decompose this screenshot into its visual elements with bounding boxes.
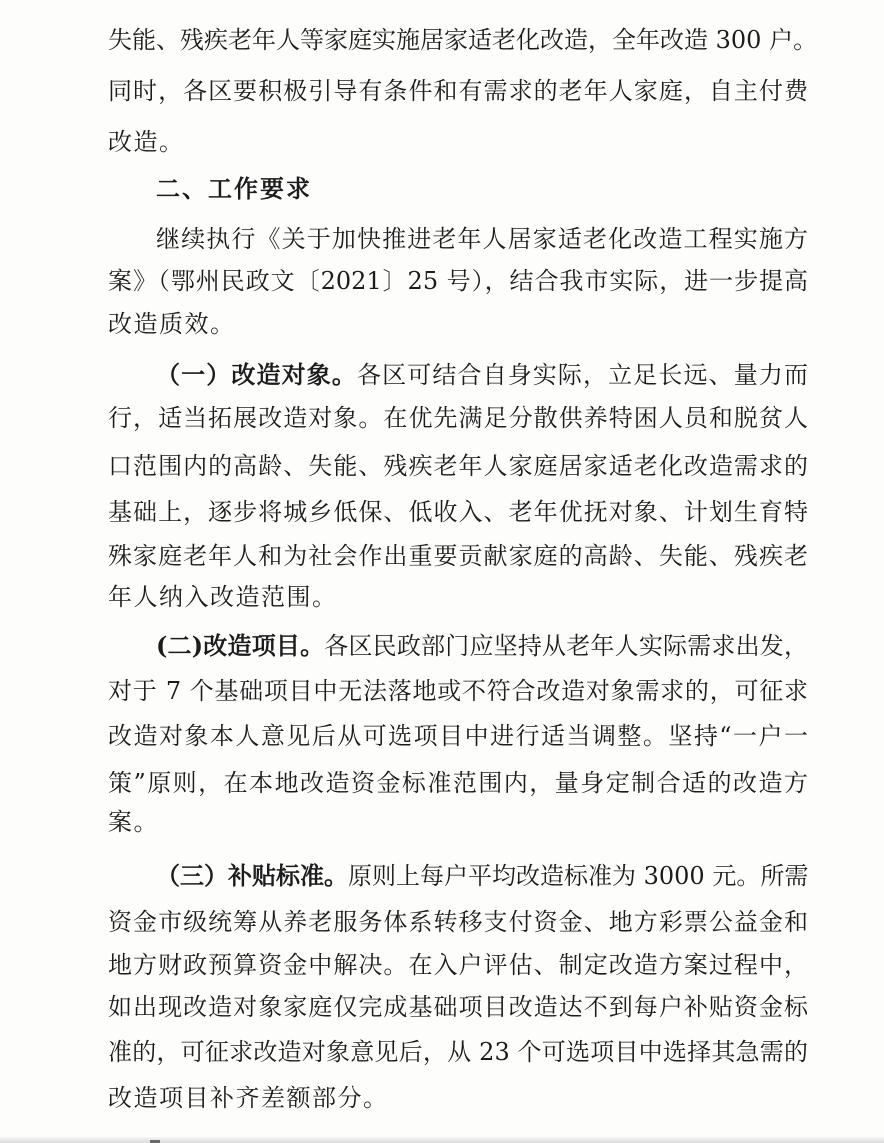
paragraph-line: 基础上，逐步将城乡低保、低收入、老年优抚对象、计划生育特 xyxy=(108,498,808,526)
item-title-1: （一）改造对象。 xyxy=(156,360,357,389)
paragraph-line: 案》（鄂州民政文〔2021〕25 号），结合我市实际，进一步提高 xyxy=(108,267,808,295)
paragraph-line: 年人纳入改造范围。 xyxy=(108,583,338,611)
page-bottom-edge xyxy=(0,1137,884,1143)
paragraph-line: 案。 xyxy=(108,808,159,836)
paragraph-line: 行，适当拓展改造对象。在优先满足分散供养特困人员和脱贫人 xyxy=(108,404,808,432)
item-text: 各区民政部门应坚持从老年人实际需求出发， xyxy=(324,632,808,660)
paragraph-line: 准的，可征求改造对象意见后，从 23 个可选项目中选择其急需的 xyxy=(108,1038,808,1066)
paragraph-line: 改造质效。 xyxy=(108,310,236,338)
section-heading: 二、工作要求 xyxy=(156,175,312,203)
paragraph-line: 口范围内的高龄、失能、残疾老年人家庭居家适老化改造需求的 xyxy=(108,452,808,480)
item-title-2: (二)改造项目。 xyxy=(156,631,325,660)
paragraph-line: 如出现改造对象家庭仅完成基础项目改造达不到每户补贴资金标 xyxy=(108,993,808,1021)
item-first-line xyxy=(156,358,808,392)
paragraph-line: 地方财政预算资金中解决。在入户评估、制定改造方案过程中， xyxy=(108,951,808,979)
paragraph-line: 对于 7 个基础项目中无法落地或不符合改造对象需求的，可征求 xyxy=(108,677,808,705)
item-text: 原则上每户平均改造标准为 3000 元。所需 xyxy=(348,862,809,890)
paragraph-line: 失能、残疾老年人等家庭实施居家适老化改造，全年改造 300 户。 xyxy=(108,26,818,54)
paragraph-line: 继续执行《关于加快推进老年人居家适老化改造工程实施方 xyxy=(156,225,808,253)
item-text: 各区可结合自身实际，立足长远、量力而 xyxy=(356,361,809,389)
paragraph-line: 资金市级统筹从养老服务体系转移支付资金、地方彩票公益金和 xyxy=(108,908,808,936)
item-title-3: （三）补贴标准。 xyxy=(156,861,348,890)
paragraph-line: 改造。 xyxy=(108,128,185,156)
paragraph-line: 改造项目补齐差额部分。 xyxy=(108,1084,389,1112)
paragraph-line: 改造对象本人意见后从可选项目中进行适当调整。坚持“一户一 xyxy=(108,722,808,750)
item-first-line xyxy=(156,629,808,663)
paragraph-line: 同时，各区要积极引导有条件和有需求的老年人家庭，自主付费 xyxy=(108,77,808,105)
item-first-line xyxy=(156,859,808,893)
paragraph-line: 策”原则，在本地改造资金标准范围内，量身定制合适的改造方 xyxy=(108,769,808,797)
paragraph-line: 殊家庭老年人和为社会作出重要贡献家庭的高龄、失能、残疾老 xyxy=(108,542,808,570)
